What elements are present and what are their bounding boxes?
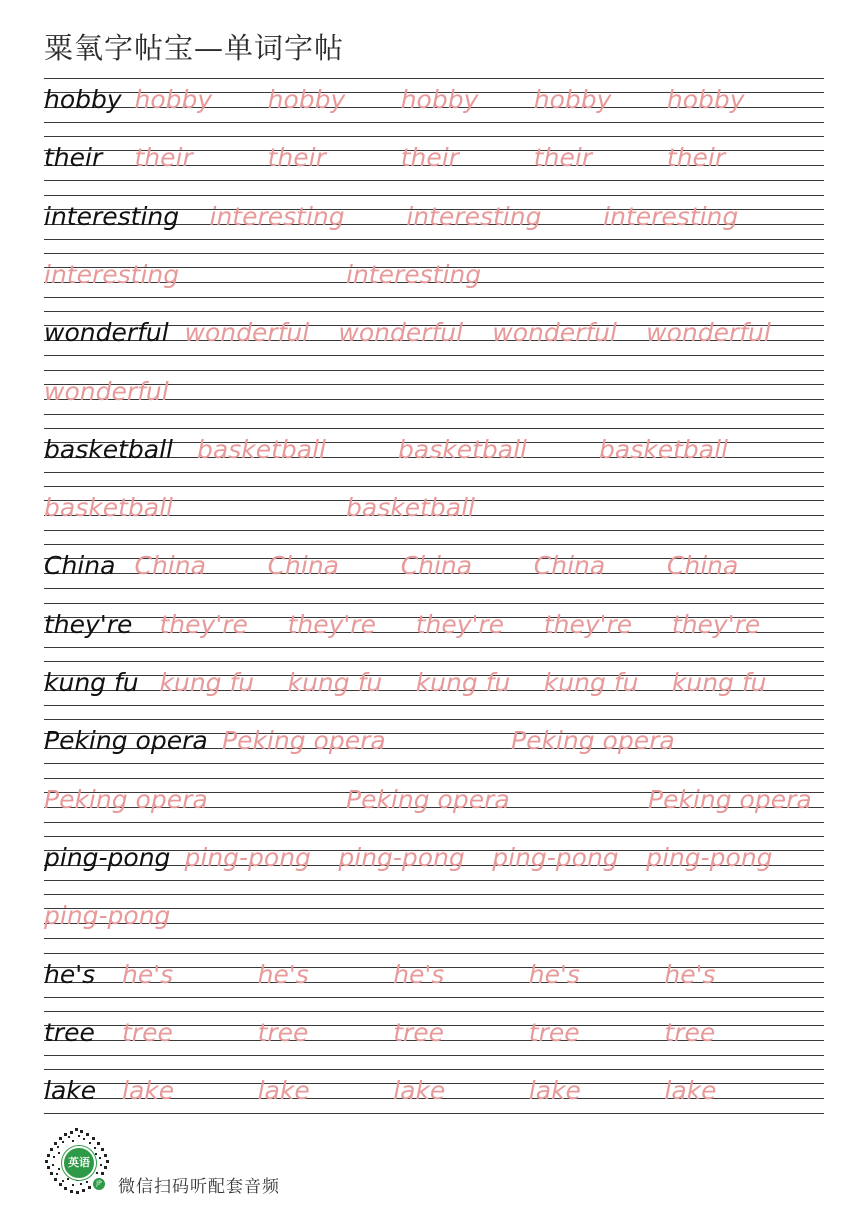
trace-word: he's [257, 959, 309, 989]
trace-word: wonderful [646, 318, 771, 348]
trace-word: China [134, 551, 206, 581]
trace-word: their [400, 143, 459, 173]
model-word: ping-pong [44, 842, 171, 872]
trace-word: their [267, 143, 326, 173]
trace-word: kung fu [671, 668, 767, 697]
guide-line [44, 705, 824, 706]
trace-word: interesting [346, 259, 482, 289]
trace-word: hobby [267, 85, 346, 114]
trace-word: kung fu [543, 668, 639, 697]
trace-word: lake [664, 1076, 717, 1106]
guide-line [44, 603, 824, 604]
trace-word: wonderful [184, 318, 310, 348]
practice-row [0, 486, 868, 544]
trace-word: interesting [603, 201, 739, 231]
qr-center-badge: 英语 [62, 1146, 96, 1180]
trace-word: tree [393, 1017, 445, 1047]
model-word: interesting [44, 201, 180, 231]
practice-row [0, 253, 868, 311]
guide-line [44, 311, 824, 312]
trace-word: hobby [666, 85, 745, 114]
practice-row [0, 836, 868, 894]
practice-row [0, 953, 868, 1011]
guide-line [44, 136, 824, 137]
trace-word: Peking opera [648, 784, 812, 814]
trace-word: kung fu [415, 668, 511, 697]
trace-word: basketball [197, 434, 326, 464]
model-word: hobby [44, 85, 122, 114]
guide-line [44, 997, 824, 998]
practice-row [0, 136, 868, 194]
trace-word: they're [159, 609, 248, 639]
trace-word: tree [257, 1017, 309, 1047]
guide-line [44, 180, 824, 181]
guide-line [44, 836, 824, 837]
footer-audio-note: 微信扫码听配套音频 [118, 1177, 280, 1197]
trace-word: ping-pong [184, 842, 311, 872]
model-word: they're [44, 609, 133, 639]
guide-line [44, 719, 824, 720]
practice-row [0, 661, 868, 719]
guide-line [44, 414, 824, 415]
trace-word: lake [393, 1076, 446, 1106]
guide-line [44, 938, 824, 939]
trace-word: basketball [599, 434, 728, 464]
trace-word: they're [415, 609, 505, 639]
trace-word: their [134, 143, 193, 173]
trace-word: hobby [134, 85, 213, 114]
model-word: China [44, 551, 116, 581]
guide-line [44, 763, 824, 764]
guide-line [44, 122, 824, 123]
trace-word: China [267, 551, 340, 581]
model-word: basketball [44, 434, 173, 464]
practice-row [0, 1011, 868, 1069]
guide-line [44, 78, 824, 79]
trace-word: wonderful [338, 318, 464, 348]
footer [42, 1126, 822, 1206]
practice-row [0, 370, 868, 428]
guide-line [44, 1011, 824, 1012]
trace-word: China [666, 551, 739, 581]
guide-line [44, 588, 824, 589]
guide-line [44, 486, 824, 487]
trace-word: tree [122, 1017, 173, 1047]
guide-line [44, 253, 824, 254]
guide-line [44, 880, 824, 881]
guide-line [44, 544, 824, 545]
trace-word: wonderful [492, 318, 617, 348]
page-title: 粟氧字帖宝—单词字帖 [44, 31, 345, 65]
trace-word: their [666, 143, 726, 173]
trace-word: interesting [209, 201, 345, 231]
guide-line [44, 428, 824, 429]
trace-word: tree [664, 1017, 716, 1047]
trace-word: hobby [400, 85, 479, 114]
model-word: kung fu [44, 668, 139, 697]
model-word: he's [44, 959, 96, 989]
guide-line [44, 1069, 824, 1070]
trace-word: interesting [44, 259, 180, 289]
trace-word: he's [664, 959, 716, 989]
model-word: Peking opera [44, 726, 208, 756]
practice-row [0, 719, 868, 777]
model-word: lake [44, 1076, 97, 1106]
guide-line [44, 239, 824, 240]
trace-word: basketball [398, 434, 527, 464]
trace-word: Peking opera [346, 784, 510, 814]
trace-word: lake [257, 1076, 310, 1106]
trace-word: they're [543, 609, 633, 639]
practice-row [0, 78, 868, 136]
trace-word: lake [122, 1076, 175, 1106]
qr-mini-badge: JP [93, 1178, 105, 1190]
guide-line [44, 953, 824, 954]
trace-word: Peking opera [511, 726, 675, 756]
trace-word: their [533, 143, 593, 173]
trace-word: kung fu [159, 668, 255, 697]
trace-word: he's [528, 959, 580, 989]
guide-line [44, 530, 824, 531]
trace-word: ping-pong [338, 842, 465, 872]
trace-word: kung fu [287, 668, 383, 697]
trace-word: they're [671, 609, 761, 639]
guide-line [44, 355, 824, 356]
practice-row [0, 428, 868, 486]
trace-word: basketball [346, 493, 475, 523]
guide-line [44, 195, 824, 196]
trace-word: interesting [406, 201, 542, 231]
trace-word: he's [122, 959, 174, 989]
guide-line [44, 647, 824, 648]
guide-line [44, 894, 824, 895]
trace-word: lake [528, 1076, 581, 1106]
practice-row [0, 195, 868, 253]
practice-row [0, 603, 868, 661]
model-word: tree [44, 1017, 95, 1047]
guide-line-bottom [44, 1113, 824, 1114]
trace-word: basketball [44, 493, 173, 523]
guide-line [44, 1055, 824, 1056]
guide-line [44, 297, 824, 298]
trace-word: he's [393, 959, 445, 989]
trace-word: China [533, 551, 606, 581]
guide-line [44, 370, 824, 371]
trace-word: wonderful [44, 376, 169, 406]
practice-row [0, 778, 868, 836]
trace-word: China [400, 551, 473, 581]
trace-word: they're [287, 609, 376, 639]
trace-word: ping-pong [646, 842, 773, 872]
trace-word: ping-pong [492, 842, 619, 872]
guide-line [44, 778, 824, 779]
guide-line [44, 661, 824, 662]
model-word: wonderful [44, 318, 169, 348]
trace-word: tree [528, 1017, 580, 1047]
practice-row [0, 894, 868, 952]
qr-code-icon[interactable] [42, 1126, 112, 1196]
trace-word: ping-pong [44, 901, 171, 931]
model-word: their [44, 143, 103, 173]
practice-row [0, 311, 868, 369]
trace-word: Peking opera [44, 784, 208, 814]
practice-row [0, 1069, 868, 1127]
guide-line [44, 822, 824, 823]
trace-word: Peking opera [222, 726, 386, 756]
practice-row [0, 544, 868, 602]
guide-line [44, 472, 824, 473]
trace-word: hobby [533, 85, 612, 114]
